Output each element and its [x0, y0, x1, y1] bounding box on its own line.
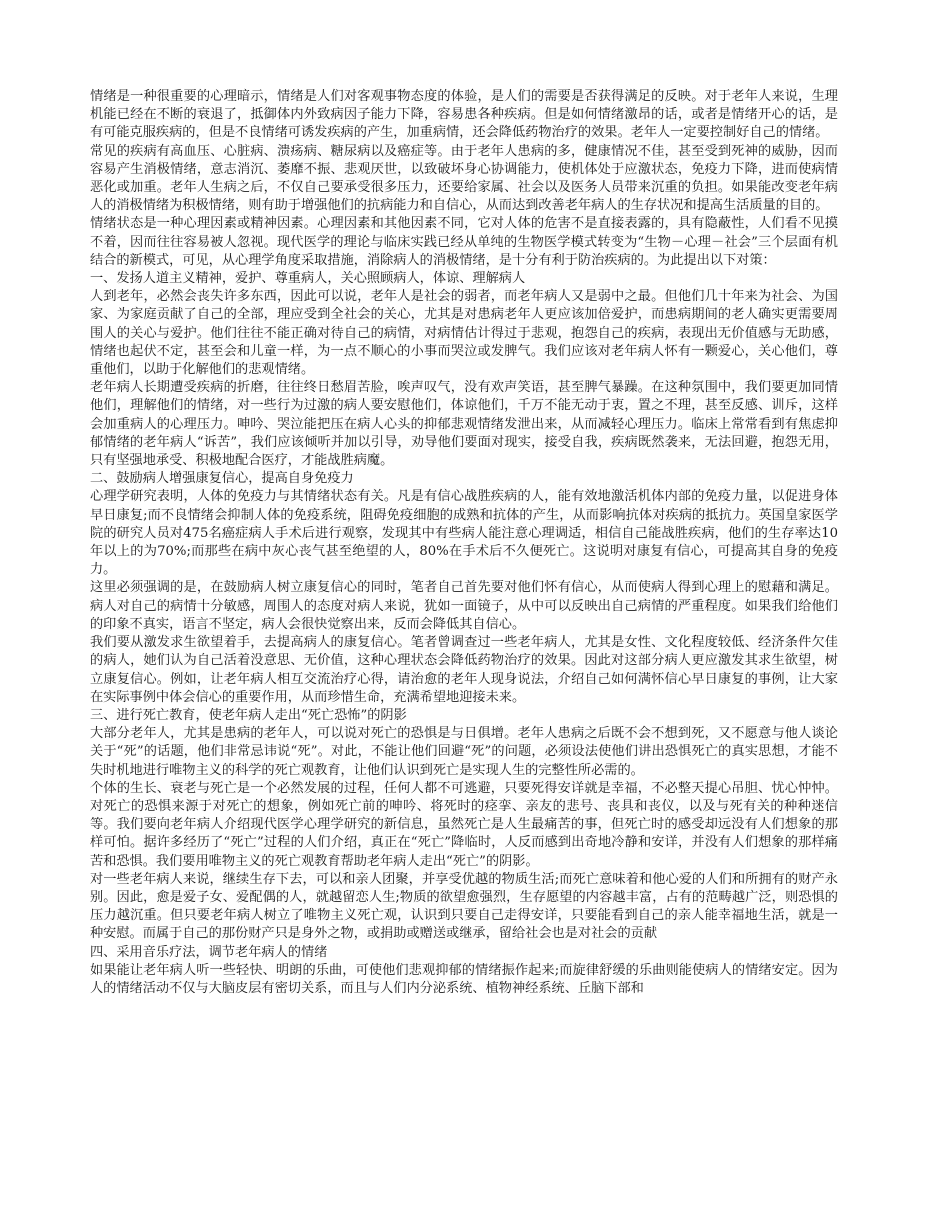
- paragraph-attachment: 对一些老年病人来说，继续生存下去，可以和亲人团聚，并享受优越的物质生活;而死亡意味着和他心爱的人们和所拥有的财产永别。因此，愈是爱子女、爱配偶的人，就越留恋人生;物质的欲望愈强烈，生存愿望的内容越丰富，占有的范畴越广泛，则恐惧的压力越沉重。但只要老年病人树立了唯物主义死亡观，认识到只要自己走得安详，只要能看到自己的亲人能幸福地生活，就是一种安慰。而属于自己的那份财产只是身外之物，或捐助或赠送或继承，留给社会也是对社会的贡献: [90, 871, 838, 942]
- paragraph-confidence-emphasis: 这里必须强调的是，在鼓励病人树立康复信心的同时，笔者自己首先要对他们怀有信心，从而使病人得到心理上的慰藉和满足。病人对自己的病情十分敏感，周围人的态度对病人来说，犹如一面镜子，从中可以反映出自己病情的严重程度。如果我们给他们的印象不真实，语言不坚定，病人会很快觉察出来，反而会降低其自信心。: [90, 580, 838, 632]
- section-heading-2: 二、鼓励病人增强康复信心，提高自身免疫力: [90, 471, 354, 487]
- paragraph-emotional-state: 情绪状态是一种心理因素或精神因素。心理因素和其他因素不同，它对人体的危害不是直接表露的，具有隐蔽性，人们看不见摸不着，因而往往容易被人忽视。现代医学的理论与临床实践已经从单纯的生物医学模式转变为“生物－心理－社会”三个层面有机结合的新模式，可见，从心理学角度采取措施，消除病人的消极情绪，是十分有利于防治疾病的。为此提出以下对策：: [90, 216, 838, 268]
- paragraph-common-diseases: 常见的疾病有高血压、心脏病、溃疡病、糖尿病以及癌症等。由于老年人患病的多，健康情况不佳，甚至受到死神的威胁，因而容易产生消极情绪，意志消沉、萎靡不振、悲观厌世，以致破坏身心协调能力，使机体处于应激状态，免疫力下降，进而使病情恶化或加重。老年人生病之后，不仅自己要承受很多压力，还要给家属、社会以及医务人员带来沉重的负担。如果能改变老年病人的消极情绪为积极情绪，则有助于增强他们的抗病能力和自信心，从而达到改善老年病人的生存状况和提高生活质量的目的。: [90, 143, 838, 214]
- section-heading-1: 一、发扬人道主义精神，爱护、尊重病人，关心照顾病人，体谅、理解病人: [90, 271, 526, 287]
- section-heading-4: 四、采用音乐疗法，调节老年病人的情绪: [90, 944, 328, 960]
- paragraph-immunity-research: 心理学研究表明，人体的免疫力与其情绪状态有关。凡是有信心战胜疾病的人，能有效地激活机体内部的免疫力量，以促进身体早日康复;而不良情绪会抑制人体的免疫系统，阻碍免疫细胞的成熟和抗体的产生，从而影响抗体对疾病的抵抗力。英国皇家医学院的研究人员对475名癌症病人手术后进行观察，发现其中有些病人能注意心理调适，相信自己能战胜疾病，他们的生存率达10年以上的为70%;而那些在病中灰心丧气甚至绝望的人，80%在手术后不久便死亡。这说明对康复有信心，可提高其自身的免疫力。: [90, 489, 838, 578]
- paragraph-music-therapy: 如果能让老年病人听一些轻快、明朗的乐曲，可使他们悲观抑郁的情绪振作起来;而旋律舒缓的乐曲则能使病人的情绪安定。因为人的情绪活动不仅与大脑皮层有密切关系，而且与人们内分泌系统、植物神经系统、丘脑下部和: [90, 962, 838, 996]
- paragraph-life-cycle: 个体的生长、衰老与死亡是一个必然发展的过程，任何人都不可逃避，只要死得安详就是幸福，不必整天提心吊胆、忧心忡忡。对死亡的恐惧来源于对死亡的想象，例如死亡前的呻吟、将死时的痉挛、亲友的悲号、丧具和丧仪，以及与死有关的种种迷信等。我们要向老年病人介绍现代医学心理学研究的新信息，虽然死亡是人生最痛苦的事，但死亡时的感受却远没有人们想象的那样可怕。据许多经历了“死亡”过程的人们介绍，真正在“死亡”降临时，人反而感到出奇地冷静和安详，并没有人们想象的那样痛苦和恐惧。我们要用唯物主义的死亡观教育帮助老年病人走出“死亡”的阴影。: [90, 780, 838, 869]
- section-heading-3: 三、进行死亡教育，使老年病人走出“死亡恐怖”的阴影: [90, 707, 407, 723]
- paragraph-elderly-weak: 人到老年，必然会丧失许多东西，因此可以说，老年人是社会的弱者，而老年病人又是弱中之最。但他们几十年来为社会、为国家、为家庭贡献了自己的全部，理应受到全社会的关心，尤其是对患病老年人更应该加倍爱护，而患病期间的老人确实更需要周围人的关心与爱护。他们往往不能正确对待自己的病情，对病情估计得过于悲观，抱怨自己的疾病，表现出无价值感与无助感，情绪也起伏不定，甚至会和儿童一样，为一点不顺心的小事而哭泣或发脾气。我们应该对老年病人怀有一颗爱心，关心他们，尊重他们，以助于化解他们的悲观情绪。: [90, 289, 838, 378]
- paragraph-elderly-suffering: 老年病人长期遭受疾病的折磨，往往终日愁眉苦脸，唉声叹气，没有欢声笑语，甚至脾气暴躁。在这种氛围中，我们要更加同情他们，理解他们的情绪，对一些行为过激的病人要安慰他们，体谅他们，千万不能无动于衷，置之不理，甚至反感、训斥，这样会加重病人的心理压力。呻吟、哭泣能把压在病人心头的抑郁悲观情绪发泄出来，从而减轻心理压力。临床上常常看到有焦虑抑郁情绪的老年病人“诉苦”，我们应该倾听并加以引导，劝导他们要面对现实，接受自我，疾病既然袭来，无法回避，抱怨无用，只有坚强地承受、积极地配合医疗，才能战胜病魔。: [90, 380, 838, 469]
- paragraph-will-to-live: 我们要从激发求生欲望着手，去提高病人的康复信心。笔者曾调查过一些老年病人，尤其是女性、文化程度较低、经济条件欠佳的病人，她们认为自己活着没意思、无价值，这种心理状态会降低药物治疗的效果。因此对这部分病人更应激发其求生欲望，树立康复信心。例如，让老年病人相互交流治疗心得，请治愈的老年人现身说法，介绍自己如何满怀信心早日康复的事例，让大家在实际事例中体会信心的重要作用，从而珍惜生命，充满希望地迎接未来。: [90, 635, 838, 705]
- paragraph-intro-emotion: 情绪是一种很重要的心理暗示，情绪是人们对客观事物态度的体验，是人们的需要是否获得满足的反映。对于老年人来说，生理机能已经在不断的衰退了，抵御体内外致病因子能力下降，容易患各种疾病。但是如何情绪激昂的话，或者是情绪开心的话，是有可能克服疾病的，但是不良情绪可诱发疾病的产生，加重病情，还会降低药物治疗的效果。老年人一定要控制好自己的情绪。: [90, 89, 838, 141]
- paragraph-fear-of-death: 大部分老年人，尤其是患病的老年人，可以说对死亡的恐惧是与日俱增。老年人患病之后既不会不想到死，又不愿意与他人谈论关于“死”的话题，他们非常忌讳说“死”。对此，不能让他们回避“死”的问题，必须设法使他们讲出恐惧死亡的真实思想，才能不失时机地进行唯物主义的科学的死亡观教育，让他们认识到死亡是实现人生的完整性所必需的。: [90, 726, 838, 778]
